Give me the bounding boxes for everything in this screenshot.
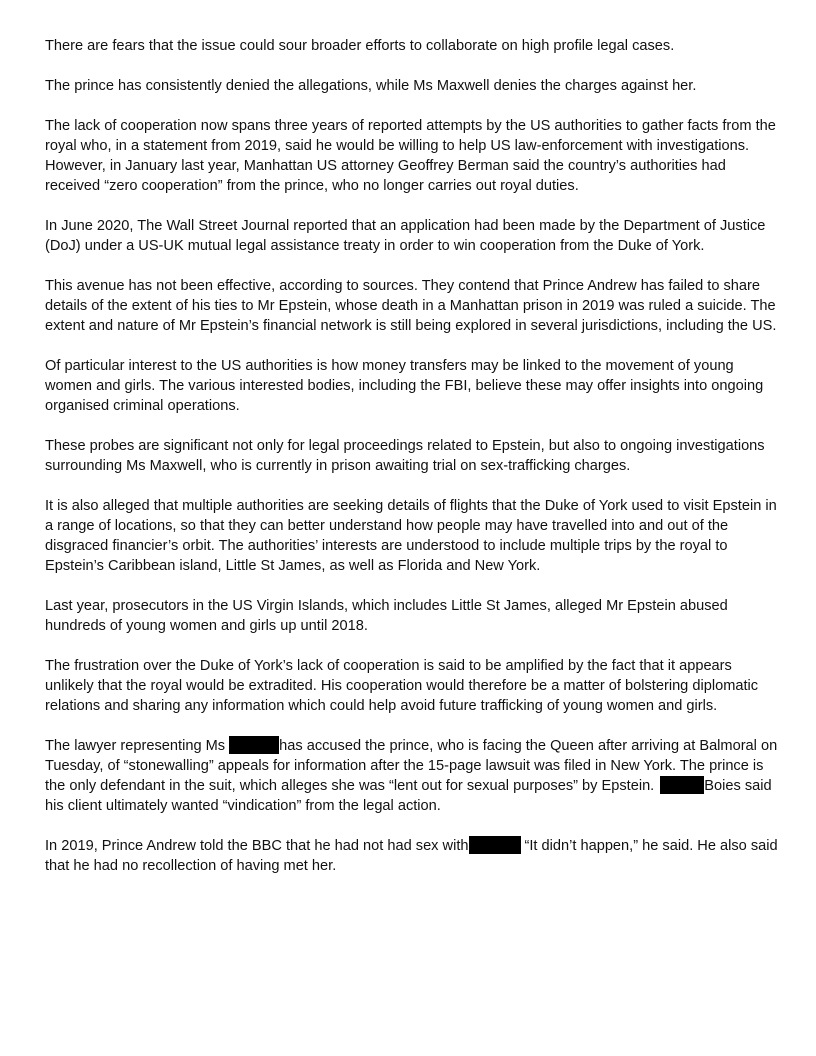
paragraph-bbc [45,836,780,876]
redaction-bar [660,776,704,794]
lawyer-text-start: The lawyer representing Ms [45,738,230,754]
paragraph-lack-of-cooperation: The lack of cooperation now spans three years of reported attempts by the US authorities to gather facts from the royal who, in a statement from 2019, said he would be willing to help US law-enforcement with investigations. However, in January last year, Manhattan US attorney Geoffrey Berman said the country’s authorities had received “zero cooperation” from the prince, who no longer carries out royal duties. [45,118,776,194]
bbc-text-start: In 2019, Prince Andrew told the BBC that he had not had sex with [45,838,469,854]
paragraph-wsj-report: In June 2020, The Wall Street Journal reported that an application had been made by the Department of Justice (DoJ) under a US-UK mutual legal assistance treaty in order to win cooperation from the Duke of York. [45,218,766,254]
paragraph-lawyer [45,736,780,816]
redaction-bar [469,836,521,854]
paragraph-flights: It is also alleged that multiple authorities are seeking details of flights that the Duke of York used to visit Epstein in a range of locations, so that they can better understand how people may have travelled into and out of the disgraced financier’s orbit. The authorities’ interests are understood to include multiple trips by the royal to Epstein’s Caribbean island, Little St James, as well as Florida and New York. [45,498,777,574]
paragraph-virgin-islands: Last year, prosecutors in the US Virgin Islands, which includes Little St James, alleged Mr Epstein abused hundreds of young women and girls up until 2018. [45,598,728,634]
paragraph-probes: These probes are significant not only for legal proceedings related to Epstein, but also to ongoing investigations surrounding Ms Maxwell, who is currently in prison awaiting trial on sex-trafficking charges. [45,438,765,474]
document-page [45,36,780,896]
paragraph-frustration: The frustration over the Duke of York’s lack of cooperation is said to be amplified by the fact that it appears unlikely that the royal would be extradited. His cooperation would therefore be a matter of bolstering diplomatic relations and sharing any information which could help avoid future trafficking of young women and girls. [45,658,759,714]
paragraph-fears: There are fears that the issue could sour broader efforts to collaborate on high profile legal cases. [45,38,675,54]
paragraph-avenue-not-effective: This avenue has not been effective, according to sources. They contend that Prince Andrew has failed to share details of the extent of his ties to Mr Epstein, whose death in a Manhattan prison in 2019 was ruled a suicide. The extent and nature of Mr Epstein’s financial network is still being explored in several jurisdictions, including the US. [45,278,777,334]
paragraph-money-transfers: Of particular interest to the US authorities is how money transfers may be linked to the movement of young women and girls. The various interested bodies, including the FBI, believe these may offer insights into ongoing organised criminal operations. [45,358,764,414]
bbc-text-end: “It didn’t happen,” he said. He also said that he had no recollection of having met her. [45,838,778,874]
redaction-bar [229,736,279,754]
paragraph-denials: The prince has consistently denied the allegations, while Ms Maxwell denies the charges against her. [45,78,697,94]
lawyer-text-end: Boies said his client ultimately wanted “vindication” from the legal action. [45,778,772,814]
lawyer-text-middle: has accused the prince, who is facing the Queen after arriving at Balmoral on Tuesday, of “stonewalling” appeals for information after the 15-page lawsuit was filed in New York. The prince is the only defendant in the suit, which alleges she was “lent out for sexual purposes” by Epstein. [45,738,778,794]
